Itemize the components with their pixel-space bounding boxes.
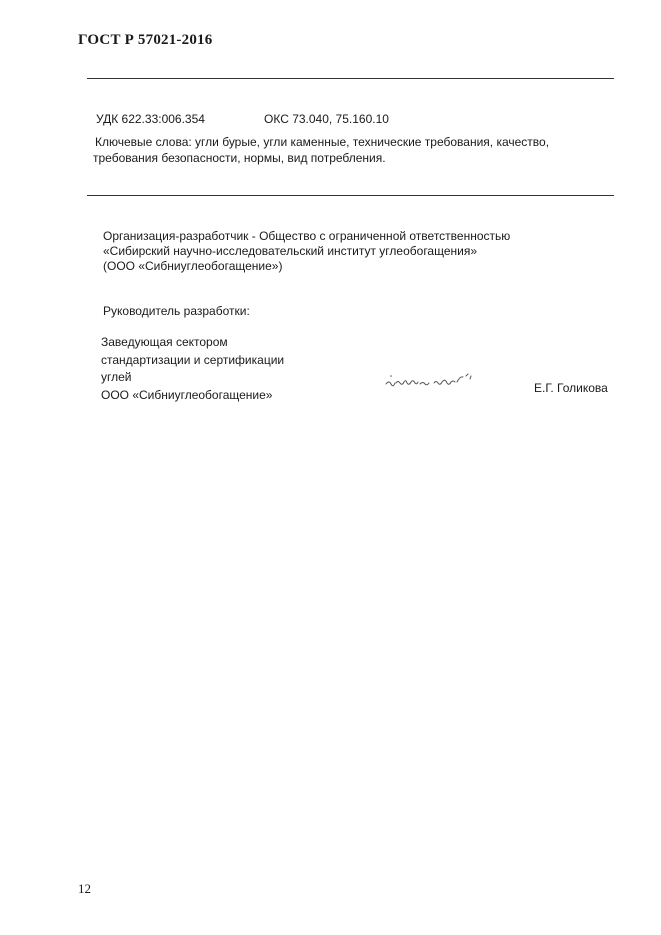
leader-name: Е.Г. Голикова <box>534 381 608 395</box>
oks-code: ОКС 73.040, 75.160.10 <box>264 112 389 126</box>
udk-code: УДК 622.33:006.354 <box>96 112 205 126</box>
developer-line-1: Организация-разработчик - Общество с ограниченной ответственностью <box>103 229 511 243</box>
leader-position-line-1: Заведующая сектором <box>101 335 228 349</box>
leader-position-line-2: стандартизации и сертификации <box>101 353 285 367</box>
page-number: 12 <box>78 881 91 896</box>
leader-label: Руководитель разработки: <box>103 304 250 318</box>
page-header-title: ГОСТ Р 57021-2016 <box>78 32 213 48</box>
leader-position-line-4: ООО «Сибниуглеобогащение» <box>101 388 273 402</box>
top-divider <box>87 78 614 79</box>
leader-position-line-3: углей <box>101 370 132 384</box>
bottom-divider <box>87 195 614 196</box>
developer-line-3: (ООО «Сибниуглеобогащение») <box>103 259 283 273</box>
developer-line-2: «Сибирский научно-исследовательский институт углеобогащения» <box>103 244 478 258</box>
keywords-line-1: Ключевые слова: угли бурые, угли каменные, технические требования, качество, <box>95 135 550 149</box>
keywords-line-2: требования безопасности, нормы, вид потребления. <box>93 151 386 165</box>
handwritten-signature <box>384 370 480 394</box>
